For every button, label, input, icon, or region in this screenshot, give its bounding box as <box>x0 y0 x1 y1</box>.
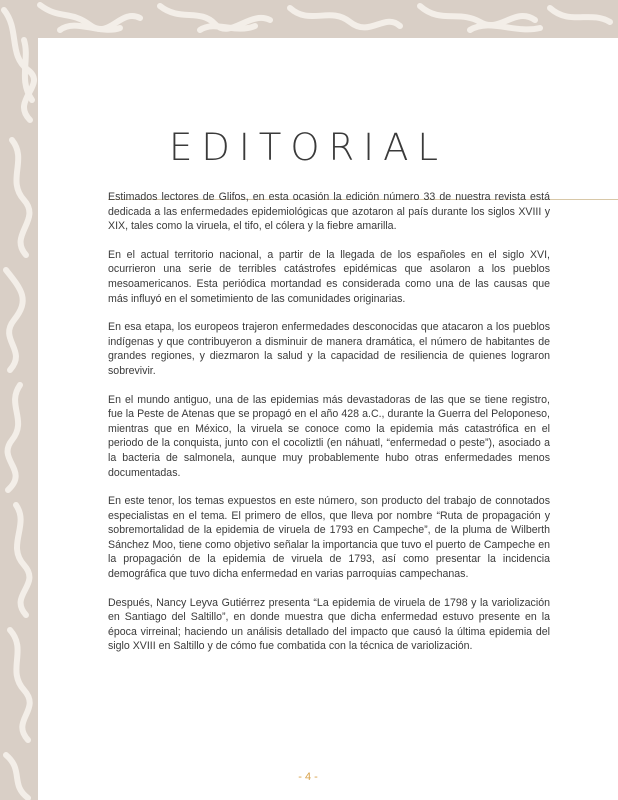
page-panel <box>38 38 618 800</box>
paragraph: En el actual territorio nacional, a partir de la llegada de los españoles en el siglo XVI, ocurrieron una serie de terribles catástrofes epidémicas que asolaron a los pueblos mesoamericanos. Esta periódica mortandad es considerada como una de las causas que más influyó en el sometimiento de las comunidades originarias. <box>108 248 550 305</box>
page-title: EDITORIAL <box>168 126 448 169</box>
paragraph: Estimados lectores de Glifos, en esta ocasión la edición número 33 de nuestra revista está dedicada a las enfermedades epidemiológicas que azotaron al país durante los siglos XVIII y XIX, tales como la viruela, el tifo, el cólera y la fiebre amarilla. <box>108 191 550 233</box>
page-number: - 4 - <box>298 771 318 783</box>
paragraph: Después, Nancy Leyva Gutiérrez presenta “La epidemia de viruela de 1798 y la variolización en Santiago del Saltillo”, en donde muestra que dicha enfermedad estuvo presente en la época virreinal; haciendo un análisis detallado del impacto que causó la última epidemia del siglo XVIII en Saltillo y de cómo fue combatida con la técnica de variolización. <box>108 596 550 653</box>
editorial-body <box>108 190 550 668</box>
paragraph: En esa etapa, los europeos trajeron enfermedades desconocidas que atacaron a los pueblos indígenas y que contribuyeron a disminuir de manera dramática, el número de habitantes de grandes regiones, y diezmaron la salud y la capacidad de resiliencia de quienes lograron sobrevivir. <box>108 321 550 377</box>
paragraph: En el mundo antiguo, una de las epidemias más devastadoras de las que se tiene registro, fue la Peste de Atenas que se propagó en el año 428 a.C., durante la Guerra del Peloponeso, mientras que en México, la viruela se conoce como la epidemia más catastrófica en el periodo de la conquista, junto con el cocoliztli (en náhuatl, “enfermedad o peste”), asociado a la bacteria de salmonela, aunque muy probablemente hubo otras enfermedades menos documentadas. <box>108 393 550 479</box>
paragraph: En este tenor, los temas expuestos en este número, son producto del trabajo de connotados especialistas en el tema. El primero de ellos, que lleva por nombre “Ruta de propagación y sobremortalidad de la epidemia de viruela de 1793 en Campeche”, de la pluma de Wilberth Sánchez Moo, tiene como objetivo señalar la importancia que tuvo el puerto de Campeche en la propagación de la epidemia de viruela de 1793, así como presentar la incidencia demográfica que tuvo dicha enfermedad en varias parroquias campechanas. <box>108 495 550 581</box>
